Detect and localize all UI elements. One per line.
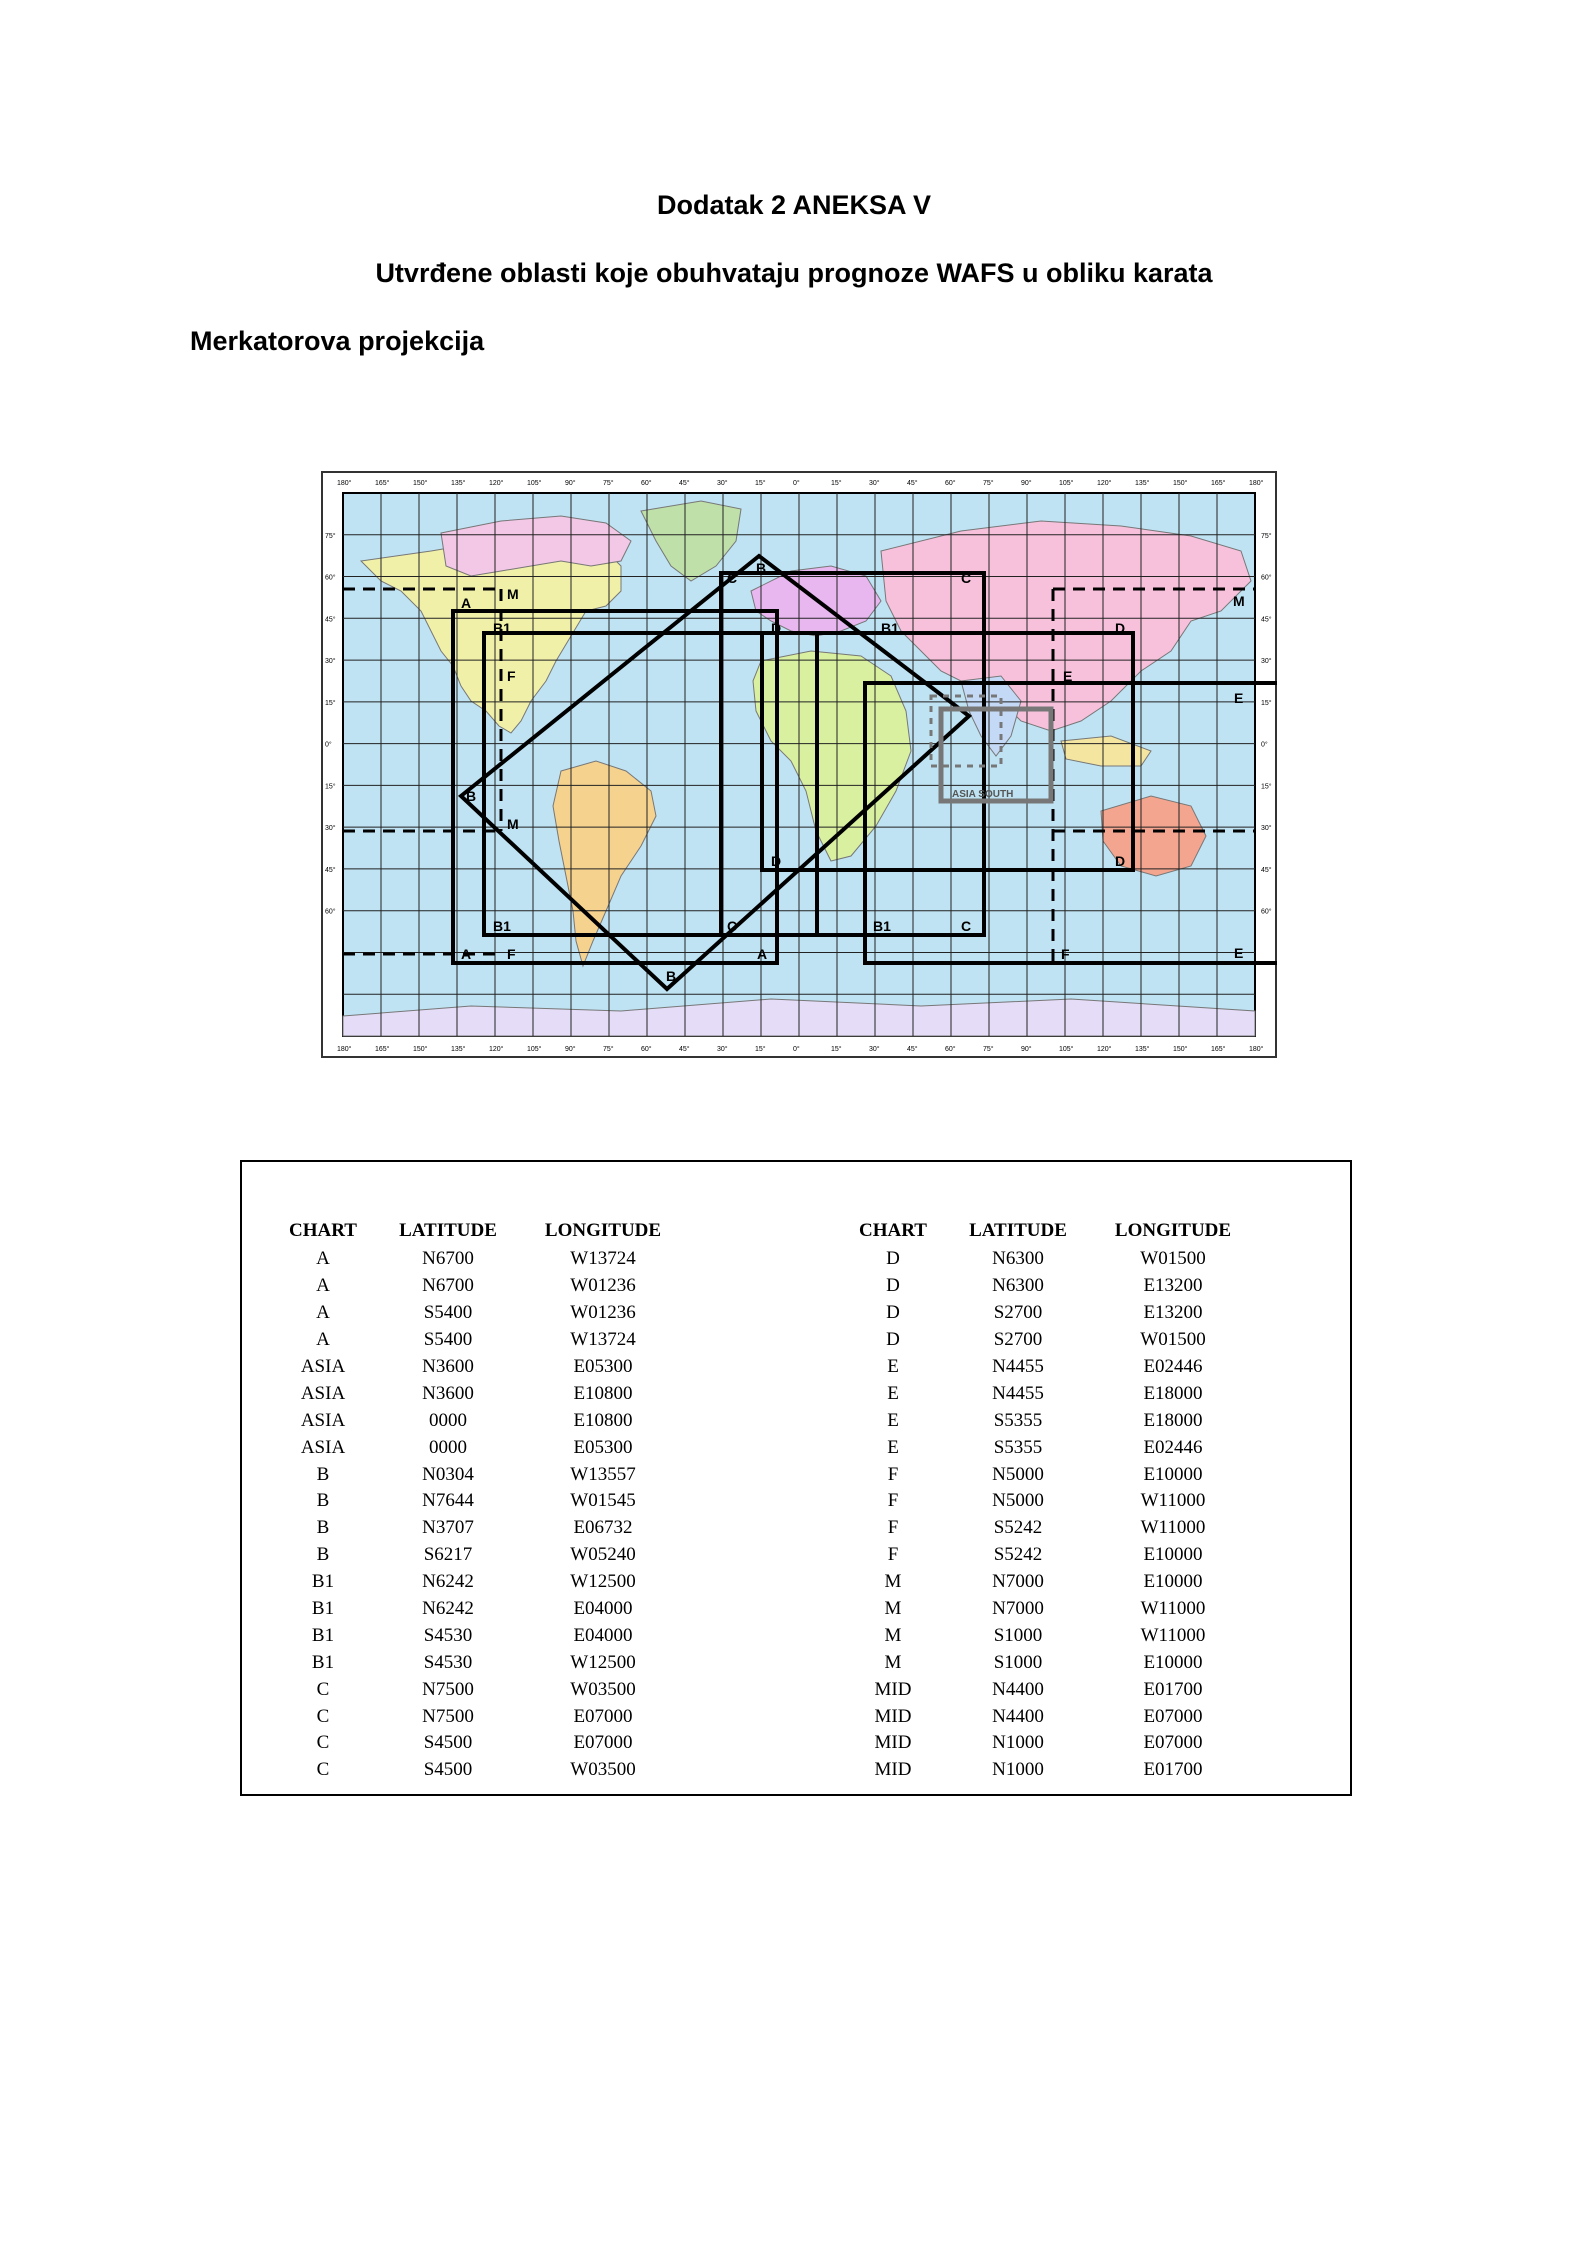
cell-latitude: S5242	[993, 1544, 1043, 1566]
label-e-left: E	[1063, 668, 1073, 684]
label-c-bottom-left: C	[727, 918, 738, 934]
cell-latitude: 0000	[429, 1409, 467, 1431]
latitude-label: 45°	[1261, 866, 1272, 874]
cell-latitude: N1000	[992, 1732, 1044, 1754]
cell-latitude: N0304	[422, 1463, 474, 1485]
cell-longitude: E05300	[573, 1356, 633, 1377]
table-row	[848, 1515, 1248, 1542]
cell-latitude: S4500	[423, 1732, 473, 1754]
cell-latitude: N3600	[422, 1356, 474, 1377]
table-row	[278, 1757, 678, 1784]
longitude-label: 45°	[907, 1046, 918, 1053]
longitude-label: 120°	[1097, 1046, 1112, 1053]
cell-latitude: N7500	[422, 1678, 474, 1700]
cell-longitude: E13200	[1143, 1275, 1203, 1297]
longitude-label: 15°	[755, 480, 766, 487]
wafs-chart-areas-map	[321, 471, 1277, 1058]
longitude-label: 0°	[793, 480, 800, 487]
cell-longitude: E10800	[573, 1382, 633, 1404]
table-row	[278, 1488, 678, 1515]
longitude-label: 180°	[1249, 1046, 1264, 1053]
cell-longitude: W01236	[570, 1302, 636, 1324]
cell-chart: E	[887, 1409, 899, 1431]
mercator-map-svg	[321, 471, 1277, 1058]
label-m-right: M	[1233, 593, 1245, 609]
cell-longitude: E10000	[1143, 1544, 1203, 1566]
projection-heading: Merkatorova projekcija	[190, 326, 485, 356]
cell-chart: A	[316, 1302, 330, 1324]
longitude-label: 165°	[1211, 1046, 1226, 1053]
cell-longitude: W11000	[1140, 1490, 1206, 1512]
table-header-row	[848, 1216, 1248, 1246]
table-row	[848, 1649, 1248, 1676]
cell-longitude: E10000	[1143, 1651, 1203, 1673]
cell-latitude: N6242	[422, 1598, 474, 1620]
latitude-label: 45°	[325, 616, 336, 624]
cell-longitude: W01500	[1140, 1329, 1206, 1351]
cell-latitude: S5400	[423, 1329, 473, 1351]
table-row	[848, 1354, 1248, 1381]
cell-longitude: W12500	[570, 1651, 636, 1673]
table-row	[848, 1246, 1248, 1273]
table-row	[278, 1434, 678, 1461]
longitude-label: 30°	[869, 480, 880, 487]
cell-chart: C	[316, 1678, 330, 1700]
cell-chart: E	[887, 1356, 899, 1377]
longitude-label: 15°	[831, 1046, 842, 1053]
longitude-label: 180°	[337, 1046, 352, 1053]
table-row	[278, 1407, 678, 1434]
cell-longitude: E02446	[1143, 1356, 1203, 1377]
cell-latitude: N7000	[992, 1598, 1044, 1620]
cell-longitude: E07000	[1143, 1732, 1203, 1754]
cell-chart: ASIA	[300, 1409, 346, 1431]
longitude-label: 30°	[869, 1046, 880, 1053]
longitude-label: 105°	[1059, 480, 1074, 487]
longitude-label: 150°	[413, 1046, 428, 1053]
cell-longitude: W13557	[570, 1463, 636, 1485]
cell-chart: B1	[311, 1598, 335, 1620]
cell-chart: E	[887, 1382, 899, 1404]
cell-longitude: E18000	[1143, 1382, 1203, 1404]
latitude-label: 15°	[1261, 783, 1272, 791]
latitude-label: 60°	[325, 574, 336, 582]
cell-latitude: S5400	[423, 1302, 473, 1324]
cell-longitude: W03500	[570, 1759, 636, 1781]
label-e-bottom: E	[1234, 945, 1244, 961]
table-row	[278, 1730, 678, 1757]
table-row	[848, 1461, 1248, 1488]
table-row	[278, 1676, 678, 1703]
table-row	[278, 1273, 678, 1300]
label-d-bottom-left: D	[771, 853, 782, 869]
cell-chart: ASIA	[300, 1382, 346, 1404]
latitude-label: 15°	[1261, 699, 1272, 707]
latitude-label: 30°	[1261, 825, 1272, 833]
cell-longitude: E10800	[573, 1409, 633, 1431]
cell-longitude: W01545	[570, 1490, 636, 1512]
page-title: Dodatak 2 ANEKSA V	[656, 190, 932, 220]
cell-longitude: E07000	[1143, 1705, 1203, 1727]
header-chart: CHART	[859, 1220, 927, 1241]
table-row	[278, 1380, 678, 1407]
latitude-label: 30°	[325, 825, 336, 833]
table-row	[848, 1488, 1248, 1515]
cell-longitude: W11000	[1140, 1624, 1206, 1646]
latitude-label: 30°	[325, 658, 336, 666]
label-b1-top: B1	[493, 620, 511, 636]
cell-latitude: S4530	[423, 1651, 473, 1673]
cell-latitude: N4400	[992, 1678, 1044, 1700]
cell-longitude: W12500	[570, 1571, 636, 1593]
latitude-label: 0°	[325, 741, 332, 749]
table-row	[278, 1569, 678, 1596]
cell-latitude: N6700	[422, 1248, 474, 1270]
cell-longitude: E04000	[573, 1624, 633, 1646]
cell-longitude: E18000	[1143, 1409, 1203, 1431]
cell-chart: C	[316, 1759, 330, 1781]
table-header-row	[278, 1216, 678, 1246]
cell-chart: B1	[311, 1651, 335, 1673]
label-d-bottom-right: D	[1115, 853, 1126, 869]
cell-chart: MID	[874, 1732, 912, 1754]
header-latitude: LATITUDE	[969, 1220, 1067, 1241]
table-row	[848, 1703, 1248, 1730]
longitude-label: 135°	[451, 1046, 466, 1053]
cell-latitude: N6242	[422, 1571, 474, 1593]
header-latitude: LATITUDE	[399, 1220, 497, 1241]
longitude-label: 150°	[413, 480, 428, 487]
longitude-label: 165°	[375, 480, 390, 487]
cell-longitude: E05300	[573, 1436, 633, 1458]
cell-chart: ASIA	[300, 1436, 346, 1458]
cell-latitude: N7000	[992, 1571, 1044, 1593]
cell-chart: MID	[874, 1678, 912, 1700]
table-row	[848, 1569, 1248, 1596]
cell-longitude: W03500	[570, 1678, 636, 1700]
cell-chart: MID	[874, 1759, 912, 1781]
cell-chart: A	[316, 1275, 330, 1297]
cell-chart: MID	[874, 1705, 912, 1727]
cell-latitude: N4400	[992, 1705, 1044, 1727]
label-b1-right: B1	[873, 918, 891, 934]
cell-latitude: N5000	[992, 1463, 1044, 1485]
longitude-label: 135°	[451, 480, 466, 487]
cell-chart: B	[316, 1517, 330, 1539]
longitude-label: 45°	[679, 480, 690, 487]
table-row	[278, 1622, 678, 1649]
cell-longitude: E07000	[573, 1705, 633, 1727]
cell-chart: D	[886, 1329, 900, 1351]
longitude-label: 150°	[1173, 480, 1188, 487]
label-d-top-left: D	[771, 620, 782, 636]
longitude-label: 15°	[755, 1046, 766, 1053]
longitude-label: 120°	[1097, 480, 1112, 487]
cell-chart: B	[316, 1463, 330, 1485]
header-longitude: LONGITUDE	[1114, 1220, 1232, 1241]
label-e-top: E	[1234, 690, 1244, 706]
cell-longitude: W11000	[1140, 1598, 1206, 1620]
longitude-label: 75°	[603, 480, 614, 487]
longitude-label: 150°	[1173, 1046, 1188, 1053]
cell-latitude: N4455	[992, 1356, 1044, 1377]
longitude-label: 180°	[337, 480, 352, 487]
table-row	[278, 1703, 678, 1730]
cell-longitude: E06732	[573, 1517, 633, 1539]
longitude-label: 180°	[1249, 480, 1264, 487]
cell-longitude: E13200	[1143, 1302, 1203, 1324]
cell-chart: A	[316, 1248, 330, 1270]
cell-longitude: W01500	[1140, 1248, 1206, 1270]
cell-longitude: E01700	[1143, 1759, 1203, 1781]
header-longitude: LONGITUDE	[544, 1220, 662, 1241]
cell-longitude: E01700	[1143, 1678, 1203, 1700]
label-m-top: M	[507, 586, 519, 602]
label-f-bottom: F	[507, 946, 516, 962]
cell-longitude: E07000	[573, 1732, 633, 1754]
cell-latitude: S2700	[993, 1329, 1043, 1351]
longitude-label: 135°	[1135, 1046, 1150, 1053]
table-row	[848, 1380, 1248, 1407]
longitude-label: 75°	[603, 1046, 614, 1053]
cell-longitude: W05240	[570, 1544, 636, 1566]
label-a-right: A	[757, 946, 768, 962]
chart-coordinates-table-box	[240, 1160, 1352, 1796]
longitude-label: 105°	[527, 1046, 542, 1053]
cell-latitude: S6217	[423, 1544, 473, 1566]
cell-chart: A	[316, 1329, 330, 1351]
table-row	[278, 1246, 678, 1273]
cell-chart: D	[886, 1302, 900, 1324]
longitude-label: 90°	[565, 480, 576, 487]
table-row	[278, 1300, 678, 1327]
cell-longitude: W11000	[1140, 1517, 1206, 1539]
cell-chart: M	[884, 1598, 902, 1620]
longitude-label: 90°	[1021, 1046, 1032, 1053]
cell-chart: F	[887, 1490, 899, 1512]
longitude-label: 30°	[717, 1046, 728, 1053]
latitude-label: 45°	[1261, 616, 1272, 624]
cell-chart: F	[887, 1463, 899, 1485]
cell-latitude: N6300	[992, 1248, 1044, 1270]
cell-latitude: N4455	[992, 1382, 1044, 1404]
cell-chart: M	[884, 1624, 902, 1646]
coordinates-table-left	[278, 1216, 678, 1784]
label-asia-south: ASIA SOUTH	[952, 789, 1014, 800]
label-m-bottom: M	[507, 816, 519, 832]
cell-chart: F	[887, 1517, 899, 1539]
cell-chart: D	[886, 1275, 900, 1297]
cell-latitude: N7644	[422, 1490, 474, 1512]
longitude-label: 120°	[489, 480, 504, 487]
cell-latitude: N6300	[992, 1275, 1044, 1297]
longitude-label: 75°	[983, 480, 994, 487]
cell-latitude: S1000	[993, 1651, 1043, 1673]
label-f-right: F	[1061, 946, 1070, 962]
table-row	[848, 1730, 1248, 1757]
table-row	[848, 1596, 1248, 1623]
latitude-label: 60°	[1261, 574, 1272, 582]
cell-latitude: S2700	[993, 1302, 1043, 1324]
table-row	[848, 1407, 1248, 1434]
cell-latitude: S4500	[423, 1759, 473, 1781]
longitude-label: 15°	[831, 480, 842, 487]
table-row	[848, 1622, 1248, 1649]
table-row	[278, 1649, 678, 1676]
table-row	[848, 1273, 1248, 1300]
longitude-label: 30°	[717, 480, 728, 487]
cell-longitude: E04000	[573, 1598, 633, 1620]
cell-latitude: N6700	[422, 1275, 474, 1297]
longitude-label: 75°	[983, 1046, 994, 1053]
longitude-label: 90°	[565, 1046, 576, 1053]
longitude-label: 165°	[375, 1046, 390, 1053]
longitude-label: 105°	[1059, 1046, 1074, 1053]
longitude-label: 0°	[793, 1046, 800, 1053]
label-d-top-right: D	[1115, 620, 1126, 636]
cell-latitude: S5355	[993, 1409, 1043, 1431]
label-a-top: A	[461, 595, 472, 611]
cell-longitude: E10000	[1143, 1463, 1203, 1485]
cell-longitude: E02446	[1143, 1436, 1203, 1458]
cell-chart: B1	[311, 1624, 335, 1646]
cell-chart: F	[887, 1544, 899, 1566]
table-row	[848, 1676, 1248, 1703]
cell-chart: E	[887, 1436, 899, 1458]
label-b-top: B	[756, 560, 767, 576]
longitude-label: 60°	[641, 480, 652, 487]
label-b1-bottom: B1	[493, 918, 511, 934]
page-subtitle: Utvrđene oblasti koje obuhvataju prognoze WAFS u obliku karata	[375, 258, 1213, 288]
cell-longitude: W13724	[570, 1329, 636, 1351]
cell-latitude: N5000	[992, 1490, 1044, 1512]
cell-chart: M	[884, 1651, 902, 1673]
cell-chart: D	[886, 1248, 900, 1270]
cell-latitude: S5355	[993, 1436, 1043, 1458]
longitude-label: 60°	[641, 1046, 652, 1053]
longitude-label: 45°	[679, 1046, 690, 1053]
latitude-label: 0°	[1261, 741, 1268, 749]
label-c-bottom-right: C	[961, 918, 972, 934]
label-b-bottom: B	[666, 968, 677, 984]
cell-longitude: W01236	[570, 1275, 636, 1297]
latitude-label: 60°	[1261, 908, 1272, 916]
latitude-label: 60°	[325, 908, 336, 916]
cell-chart: C	[316, 1732, 330, 1754]
header-chart: CHART	[289, 1220, 357, 1241]
latitude-label: 75°	[325, 532, 336, 540]
cell-latitude: S1000	[993, 1624, 1043, 1646]
longitude-label: 45°	[907, 480, 918, 487]
cell-latitude: S4530	[423, 1624, 473, 1646]
coordinates-table-right	[848, 1216, 1248, 1784]
table-row	[848, 1434, 1248, 1461]
latitude-label: 45°	[325, 866, 336, 874]
label-b-left: B	[466, 788, 477, 804]
longitude-label: 165°	[1211, 480, 1226, 487]
table-row	[278, 1354, 678, 1381]
longitude-label: 120°	[489, 1046, 504, 1053]
table-row	[278, 1542, 678, 1569]
table-row	[848, 1542, 1248, 1569]
latitude-label: 30°	[1261, 658, 1272, 666]
cell-latitude: N1000	[992, 1759, 1044, 1781]
table-row	[848, 1300, 1248, 1327]
table-row	[848, 1327, 1248, 1354]
cell-longitude: W13724	[570, 1248, 636, 1270]
label-b1-upper-right: B1	[881, 620, 899, 636]
table-row	[278, 1515, 678, 1542]
cell-latitude: N7500	[422, 1705, 474, 1727]
table-row	[278, 1596, 678, 1623]
cell-chart: B1	[311, 1571, 335, 1593]
label-a-bottom: A	[461, 946, 472, 962]
cell-chart: B	[316, 1544, 330, 1566]
latitude-label: 75°	[1261, 532, 1272, 540]
cell-chart: C	[316, 1705, 330, 1727]
longitude-label: 105°	[527, 480, 542, 487]
latitude-label: 15°	[325, 699, 336, 707]
cell-latitude: 0000	[429, 1436, 467, 1458]
cell-chart: B	[316, 1490, 330, 1512]
label-f-top: F	[507, 668, 516, 684]
longitude-label: 90°	[1021, 480, 1032, 487]
table-row	[848, 1757, 1248, 1784]
cell-latitude: N3707	[422, 1517, 474, 1539]
label-c-top-left: C	[727, 570, 738, 586]
table-row	[278, 1327, 678, 1354]
cell-longitude: E10000	[1143, 1571, 1203, 1593]
longitude-label: 135°	[1135, 480, 1150, 487]
latitude-label: 15°	[325, 783, 336, 791]
longitude-label: 60°	[945, 480, 956, 487]
label-c-top-right: C	[961, 570, 972, 586]
table-row	[278, 1461, 678, 1488]
cell-chart: M	[884, 1571, 902, 1593]
cell-chart: ASIA	[300, 1356, 346, 1377]
cell-latitude: N3600	[422, 1382, 474, 1404]
longitude-label: 60°	[945, 1046, 956, 1053]
cell-latitude: S5242	[993, 1517, 1043, 1539]
